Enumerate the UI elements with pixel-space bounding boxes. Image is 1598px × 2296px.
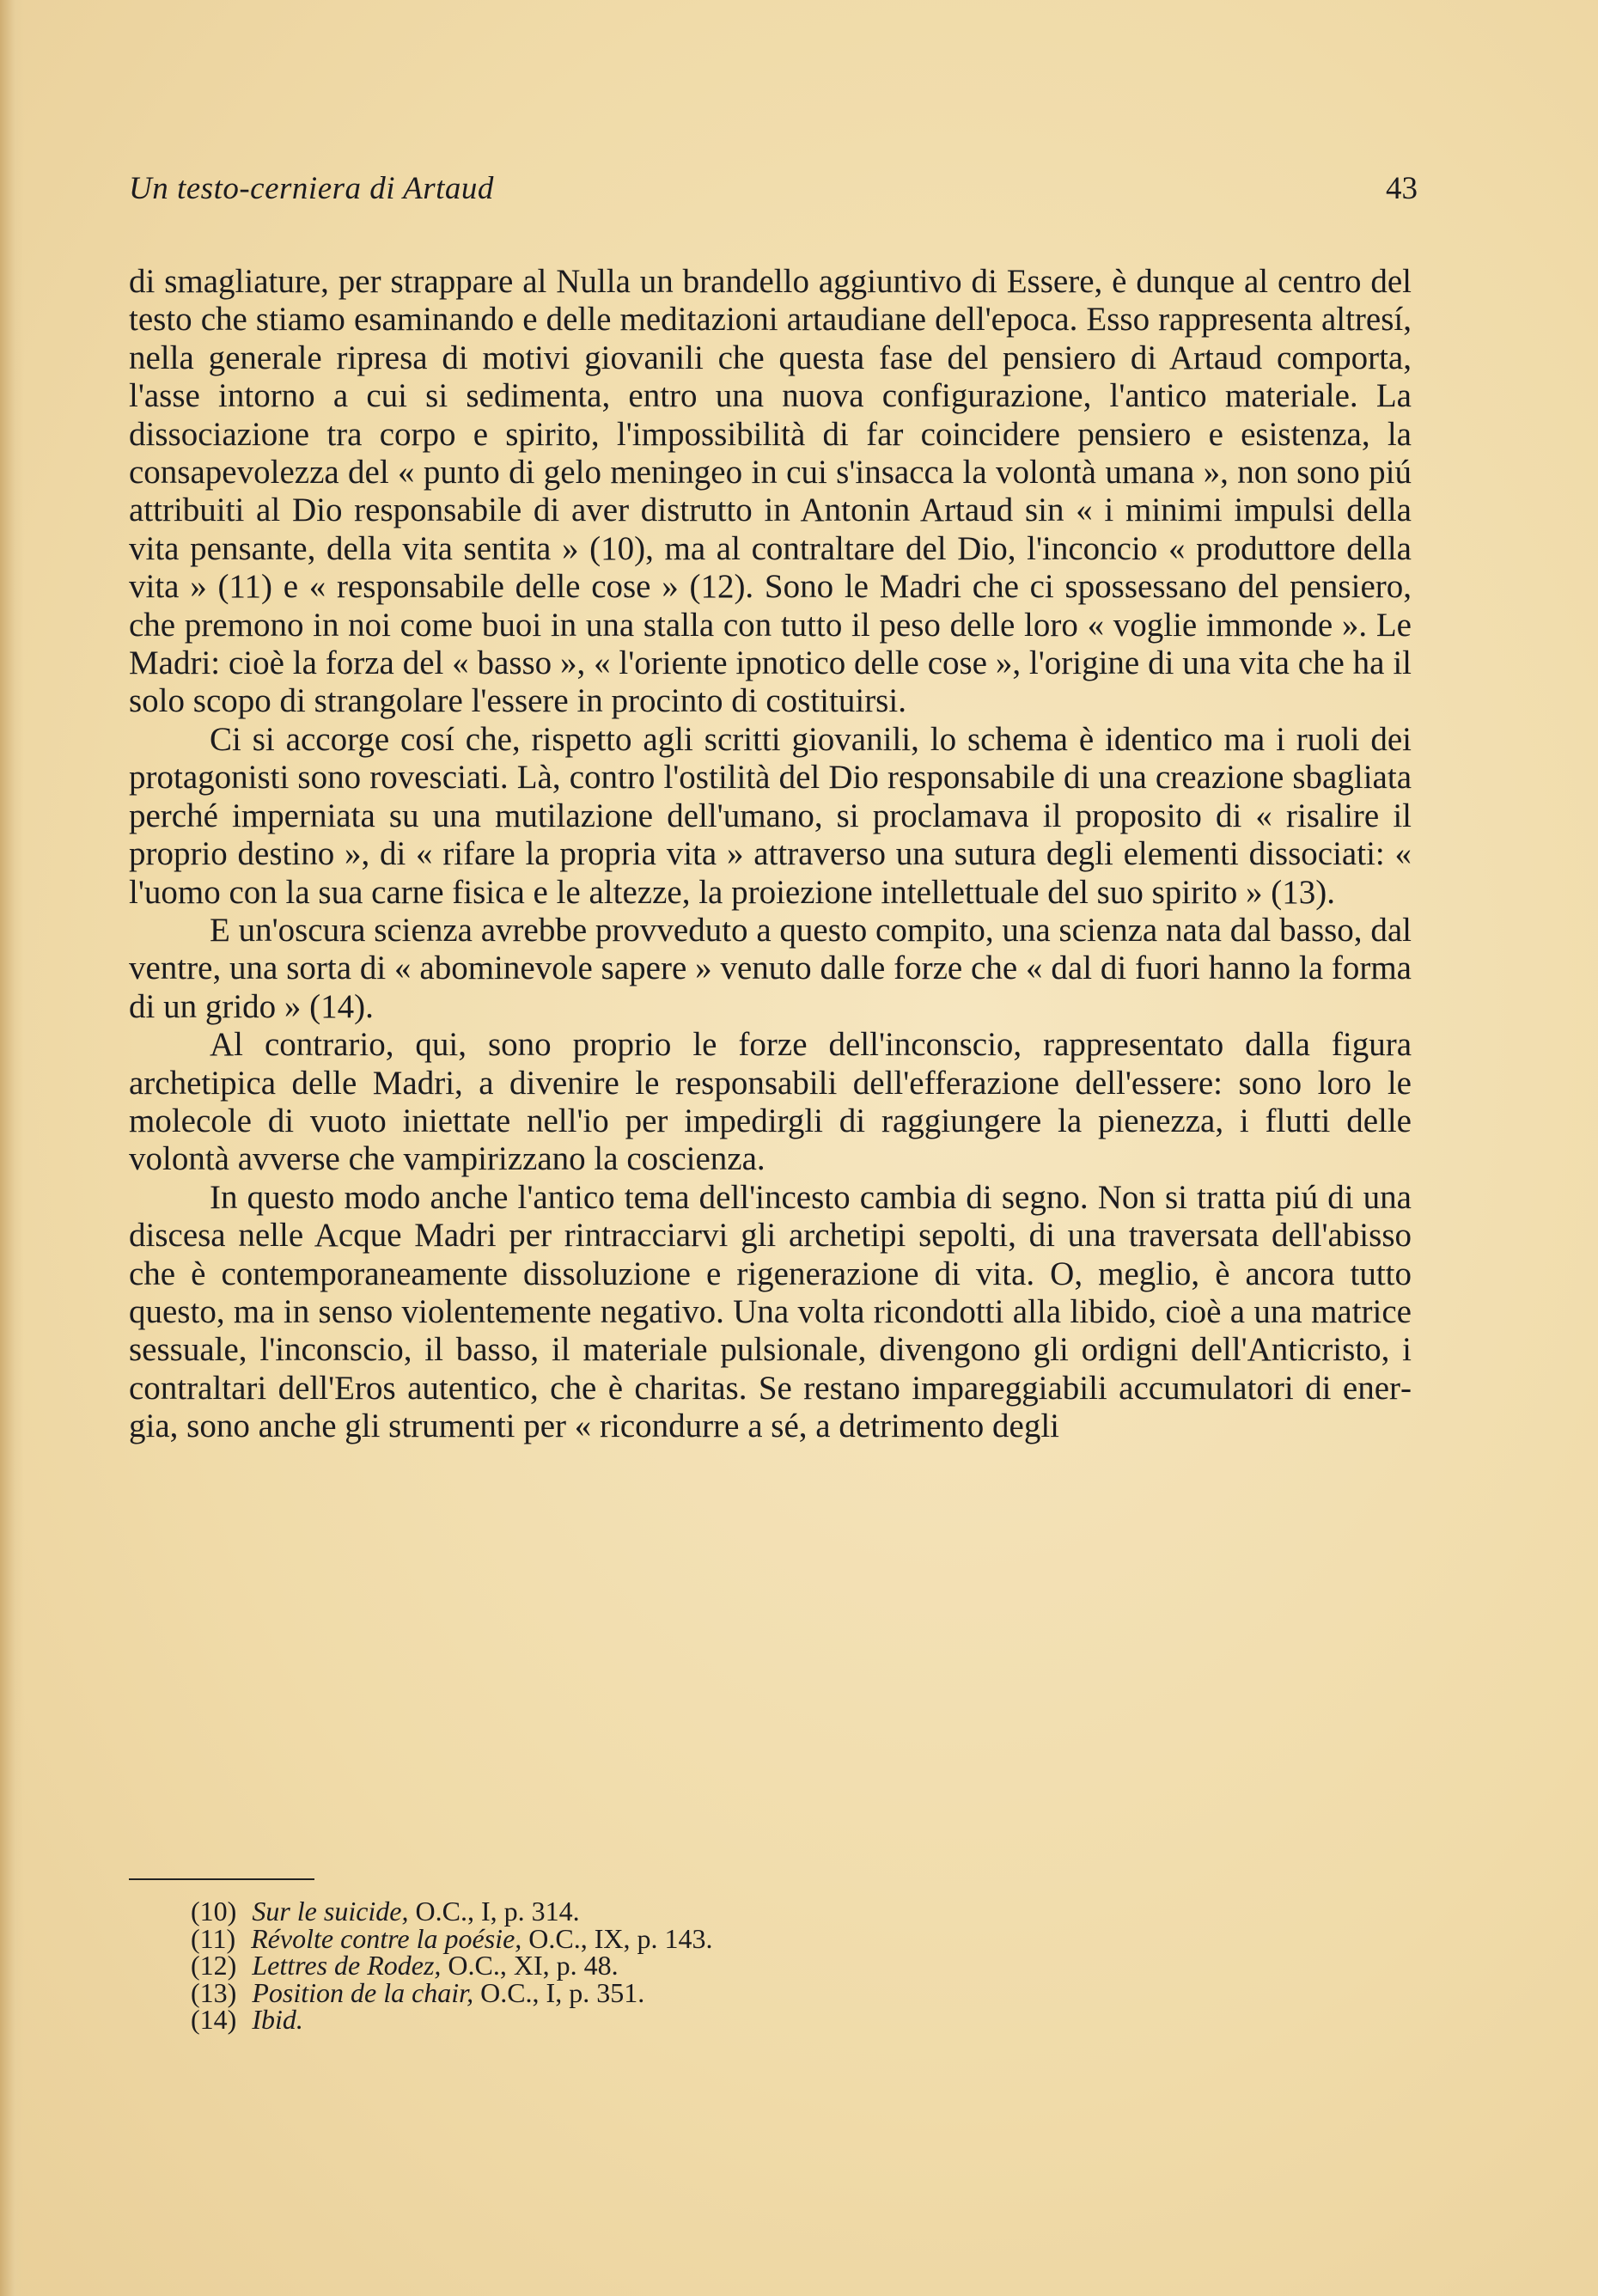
footnote-title: Ibid. xyxy=(252,2004,303,2035)
footnotes xyxy=(191,1898,1308,2034)
footnote-title: Position de la chair, xyxy=(252,1976,474,2008)
footnote-number: (13) xyxy=(191,1976,237,2008)
body-text xyxy=(129,263,1412,1446)
footnote-number: (10) xyxy=(191,1896,237,1927)
page-number: 43 xyxy=(1386,171,1418,206)
footnote xyxy=(191,1952,1308,1980)
footnote-separator xyxy=(129,1878,314,1880)
footnote xyxy=(191,2006,1308,2034)
paragraph: E un'oscura scienza avrebbe provveduto a questo compito, una scienza nata dal basso, dal ventre, una sorta di « abominevole sapere » venuto dalle forze che « dal di fuori hanno la forma di un grido » (14). xyxy=(129,911,1412,1025)
footnote xyxy=(191,1898,1308,1926)
footnote-reference: O.C., IX, p. 143. xyxy=(528,1922,713,1954)
footnote-number: (14) xyxy=(191,2004,237,2035)
book-spine-shadow xyxy=(0,0,24,2296)
footnote-reference: O.C., XI, p. 48. xyxy=(448,1950,619,1981)
footnote-title: Révolte contre la poésie, xyxy=(251,1922,522,1954)
paragraph: Al contrario, qui, sono proprio le forze dell'inconscio, rappresentato dalla figura archetipica delle Madri, a divenire le responsabili dell'efferazione dell'essere: sono loro le molecole di vuoto iniettate nell'io per impedirgli di raggiungere la pienezza, i flutti delle volontà avverse che vampirizzano la coscienza. xyxy=(129,1026,1412,1178)
footnote-number: (11) xyxy=(191,1922,236,1954)
paragraph: In questo modo anche l'antico tema dell'incesto cambia di segno. Non si tratta piú di una discesa nelle Acque Madri per rintracciarvi gli archetipi sepolti, di una traversata dell'abisso che è contemporaneamente dissoluzione e rigenerazione di vita. O, meglio, è ancora tutto questo, ma in senso violentemente negativo. Una volta ricondotti alla libido, cioè a una matrice sessuale, l'inconscio, il basso, il materiale pulsionale, divengono gli ordigni dell'Anticristo, i contraltari dell'Eros autentico, che è charitas. Se restano impareggiabili accumulatori di energia, sono anche gli strumenti per « ricondurre a sé, a detrimento degli xyxy=(129,1178,1412,1445)
running-head: Un testo-cerniera di Artaud xyxy=(129,171,494,206)
footnote-number: (12) xyxy=(191,1950,237,1981)
footnote-reference: O.C., I, p. 314. xyxy=(415,1896,580,1927)
footnote-title: Lettres de Rodez, xyxy=(252,1950,442,1981)
footnote-reference: O.C., I, p. 351. xyxy=(480,1976,645,2008)
footnote xyxy=(191,1922,1308,1954)
footnote-title: Sur le suicide, xyxy=(252,1896,409,1927)
paragraph: di smagliature, per strappare al Nulla un brandello aggiuntivo di Essere, è dunque al centro del testo che stiamo esaminando e delle meditazioni artaudiane dell'epoca. Esso rappresenta altresí, nella generale ripresa di motivi giovanili che questa fase del pensiero di Artaud comporta, l'asse intorno a cui si sedimenta, entro una nuova configurazione, l'antico materiale. La dissociazione tra corpo e spirito, l'impossibilità di far coincidere pensiero e esistenza, la consapevolezza del « punto di gelo meningeo in cui s'insacca la volontà umana », non sono piú attribuiti al Dio responsabile di aver distrutto in Antonin Artaud sin « i minimi impulsi della vita pensante, della vita sentita » (10), ma al contraltare del Dio, l'inconcio « produttore della vita » (11) e « responsabile delle cose » (12). Sono le Madri che ci spossessano del pensiero, che premono in noi come buoi in una stalla con tutto il peso delle loro « voglie immonde ». Le Madri: cioè la forza del « basso », « l'oriente ipnotico delle cose », l'origine di una vita che ha il solo scopo di strangolare l'essere in procinto di costituirsi. xyxy=(129,263,1412,720)
footnote xyxy=(191,1976,1308,2008)
paragraph: Ci si accorge cosí che, rispetto agli scritti giovanili, lo schema è identico ma i ruoli dei protagonisti sono rovesciati. Là, contro l'ostilità del Dio responsabile di una creazione sbagliata perché imperniata su una mutilazione dell'umano, si proclamava il proposito di « risalire il proprio destino », di « rifare la propria vita » attraverso una sutura degli elementi dissociati: « l'uomo con la sua carne fisica e le altezze, la proiezione intellettuale del suo spirito » (13). xyxy=(129,720,1412,911)
